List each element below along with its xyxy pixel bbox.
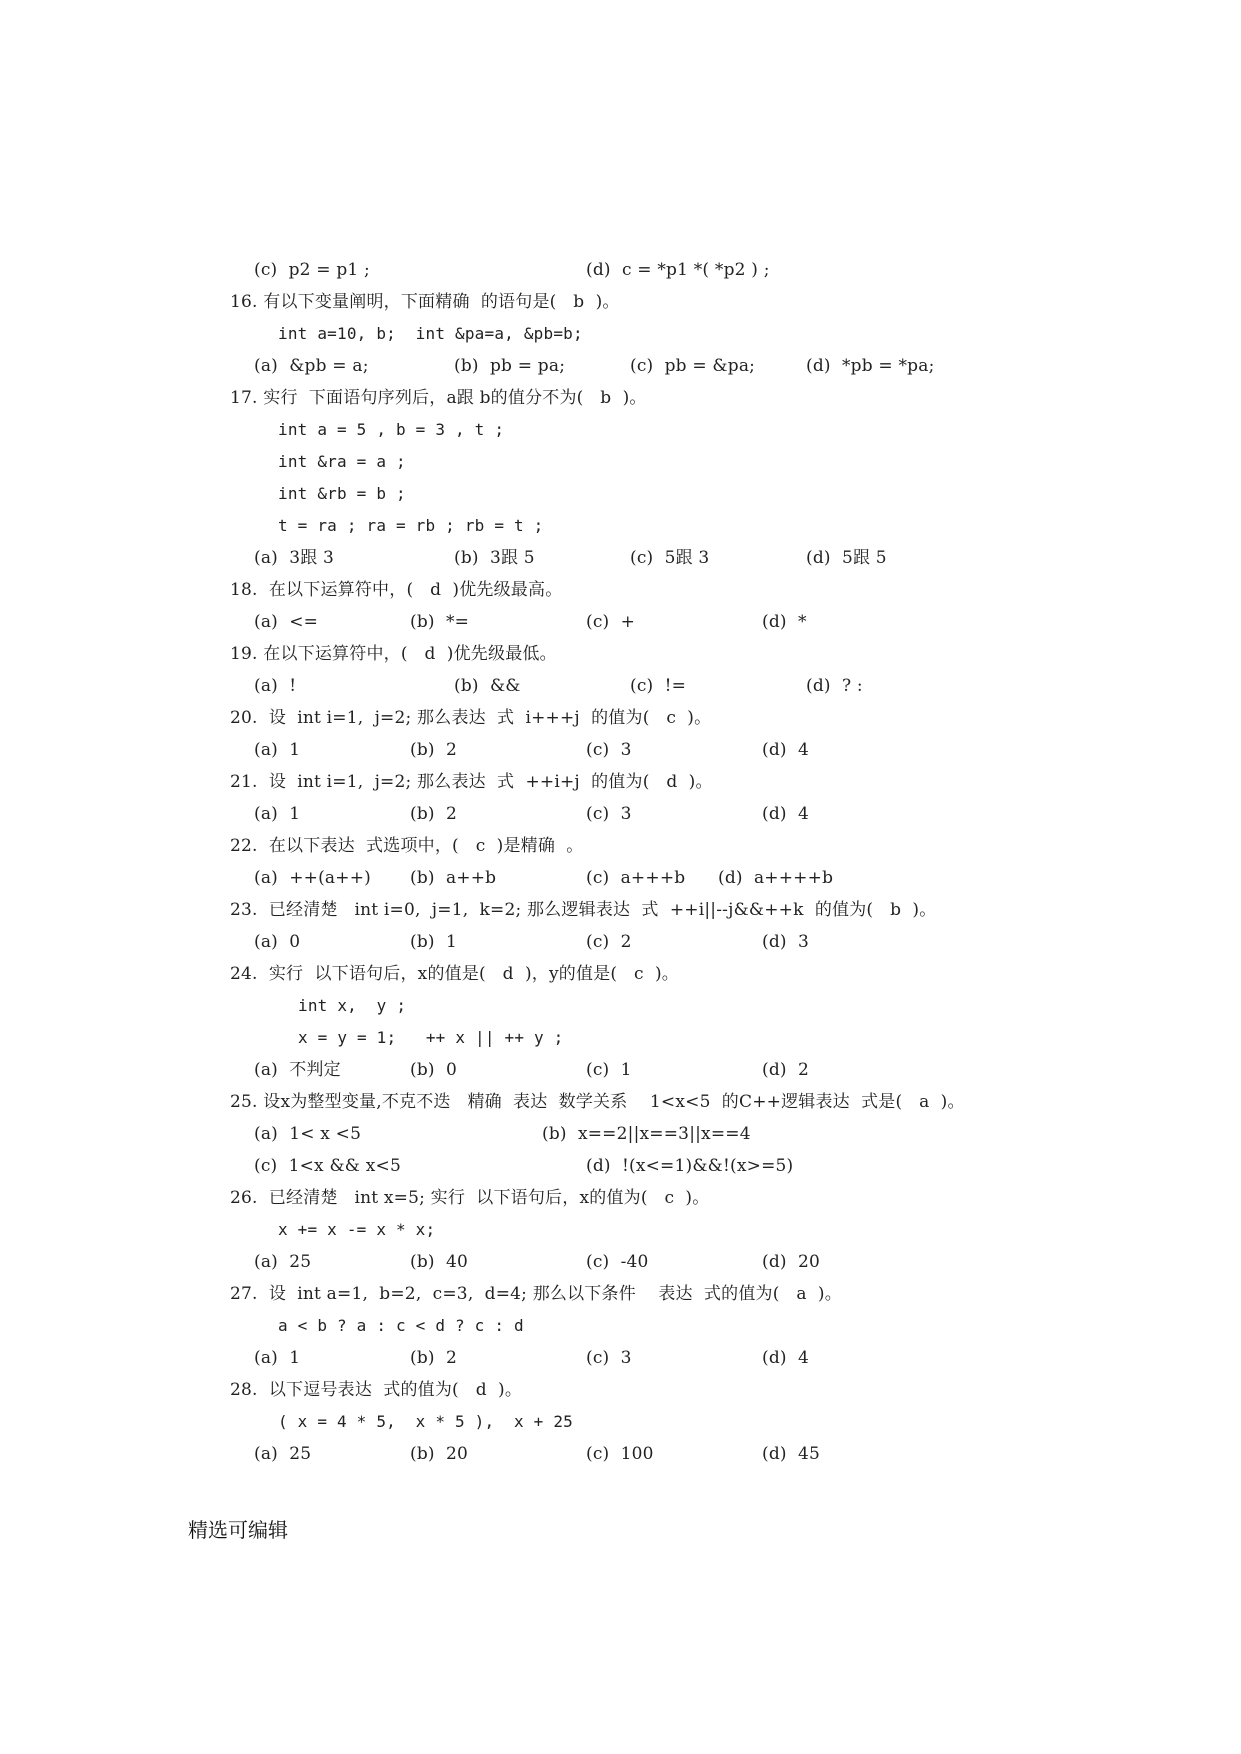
option-c-20: (c) 3 bbox=[586, 740, 632, 760]
option-c-28: (c) 100 bbox=[586, 1444, 654, 1464]
question-21: 21. 设 int i=1, j=2; 那么表达 式 ++i+j 的值为( d )。 bbox=[230, 772, 713, 792]
option-b-28: (b) 20 bbox=[410, 1444, 468, 1464]
question-22: 22. 在以下表达 式选项中，( c )是精确 。 bbox=[230, 836, 584, 856]
question-25: 25. 设x为整型变量,不克不迭 精确 表达 数学关系 1<x<5 的C++逻辑表达 式是( a )。 bbox=[230, 1092, 965, 1112]
option-d-22: (d) a++++b bbox=[718, 868, 834, 888]
option-c-22: (c) a+++b bbox=[586, 868, 686, 888]
option-a-24: (a) 不判定 bbox=[254, 1060, 341, 1080]
code-28-1: ( x = 4 * 5, x * 5 ), x + 25 bbox=[278, 1412, 573, 1431]
option-d-15: (d) c = *p1 *( *p2 ) ; bbox=[586, 260, 770, 280]
option-d-17: (d) 5跟 5 bbox=[806, 548, 887, 568]
question-19: 19. 在以下运算符中，( d )优先级最低。 bbox=[230, 644, 557, 664]
option-b-17: (b) 3跟 5 bbox=[454, 548, 535, 568]
code-17-2: int &ra = a ; bbox=[278, 452, 406, 471]
option-c-17: (c) 5跟 3 bbox=[630, 548, 710, 568]
option-b-24: (b) 0 bbox=[410, 1060, 457, 1080]
code-17-3: int &rb = b ; bbox=[278, 484, 406, 503]
option-a-20: (a) 1 bbox=[254, 740, 301, 760]
option-a-17: (a) 3跟 3 bbox=[254, 548, 335, 568]
option-d-28: (d) 45 bbox=[762, 1444, 820, 1464]
code-27-1: a < b ? a : c < d ? c : d bbox=[278, 1316, 524, 1335]
option-c-27: (c) 3 bbox=[586, 1348, 632, 1368]
option-a-26: (a) 25 bbox=[254, 1252, 312, 1272]
question-27: 27. 设 int a=1, b=2, c=3, d=4; 那么以下条件 表达 式的值为( a )。 bbox=[230, 1284, 842, 1304]
option-a-21: (a) 1 bbox=[254, 804, 301, 824]
question-24: 24. 实行 以下语句后，x的值是( d )，y的值是( c )。 bbox=[230, 964, 680, 984]
option-b-16: (b) pb = pa; bbox=[454, 356, 566, 376]
option-d-20: (d) 4 bbox=[762, 740, 809, 760]
code-24-2: x = y = 1; ++ x || ++ y ; bbox=[298, 1028, 564, 1047]
question-17: 17. 实行 下面语句序列后，a跟 b的值分不为( b )。 bbox=[230, 388, 647, 408]
option-d-26: (d) 20 bbox=[762, 1252, 820, 1272]
option-a-28: (a) 25 bbox=[254, 1444, 312, 1464]
question-16: 16. 有以下变量阐明，下面精确 的语句是( b )。 bbox=[230, 292, 620, 312]
option-c-23: (c) 2 bbox=[586, 932, 632, 952]
option-b-19: (b) && bbox=[454, 676, 521, 696]
question-20: 20. 设 int i=1, j=2; 那么表达 式 i+++j 的值为( c )。 bbox=[230, 708, 712, 728]
footer-text: 精选可编辑 bbox=[188, 1518, 288, 1542]
option-a-22: (a) ++(a++) bbox=[254, 868, 371, 888]
option-d-19: (d) ? : bbox=[806, 676, 863, 696]
option-d-23: (d) 3 bbox=[762, 932, 809, 952]
option-c-16: (c) pb = &pa; bbox=[630, 356, 756, 376]
option-b-26: (b) 40 bbox=[410, 1252, 468, 1272]
option-d-16: (d) *pb = *pa; bbox=[806, 356, 935, 376]
option-b-21: (b) 2 bbox=[410, 804, 457, 824]
code-17-4: t = ra ; ra = rb ; rb = t ; bbox=[278, 516, 544, 535]
option-d-27: (d) 4 bbox=[762, 1348, 809, 1368]
option-a-19: (a) ! bbox=[254, 676, 297, 696]
option-b-25: (b) x==2||x==3||x==4 bbox=[542, 1124, 751, 1144]
option-c-19: (c) != bbox=[630, 676, 687, 696]
option-d-25: (d) !(x<=1)&&!(x>=5) bbox=[586, 1156, 794, 1176]
option-a-23: (a) 0 bbox=[254, 932, 301, 952]
option-c-24: (c) 1 bbox=[586, 1060, 632, 1080]
option-b-23: (b) 1 bbox=[410, 932, 457, 952]
option-d-24: (d) 2 bbox=[762, 1060, 809, 1080]
code-17-1: int a = 5 , b = 3 , t ; bbox=[278, 420, 505, 439]
option-b-22: (b) a++b bbox=[410, 868, 497, 888]
option-d-18: (d) * bbox=[762, 612, 807, 632]
option-b-20: (b) 2 bbox=[410, 740, 457, 760]
option-c-15: (c) p2 = p1 ; bbox=[254, 260, 370, 280]
option-c-18: (c) + bbox=[586, 612, 636, 632]
code-16-1: int a=10, b; int &pa=a, &pb=b; bbox=[278, 324, 583, 343]
code-26-1: x += x -= x * x; bbox=[278, 1220, 436, 1239]
question-28: 28. 以下逗号表达 式的值为( d )。 bbox=[230, 1380, 523, 1400]
option-a-25: (a) 1< x <5 bbox=[254, 1124, 362, 1144]
option-c-21: (c) 3 bbox=[586, 804, 632, 824]
question-18: 18. 在以下运算符中，( d )优先级最高。 bbox=[230, 580, 563, 600]
option-a-18: (a) <= bbox=[254, 612, 319, 632]
option-c-25: (c) 1<x && x<5 bbox=[254, 1156, 401, 1176]
option-a-16: (a) &pb = a; bbox=[254, 356, 369, 376]
option-c-26: (c) -40 bbox=[586, 1252, 649, 1272]
option-a-27: (a) 1 bbox=[254, 1348, 301, 1368]
option-b-18: (b) *= bbox=[410, 612, 470, 632]
code-24-1: int x, y ; bbox=[298, 996, 407, 1015]
question-26: 26. 已经清楚 int x=5; 实行 以下语句后，x的值为( c )。 bbox=[230, 1188, 710, 1208]
option-d-21: (d) 4 bbox=[762, 804, 809, 824]
question-23: 23. 已经清楚 int i=0, j=1, k=2; 那么逻辑表达 式 ++i||--j&&++k 的值为( b )。 bbox=[230, 900, 937, 920]
option-b-27: (b) 2 bbox=[410, 1348, 457, 1368]
